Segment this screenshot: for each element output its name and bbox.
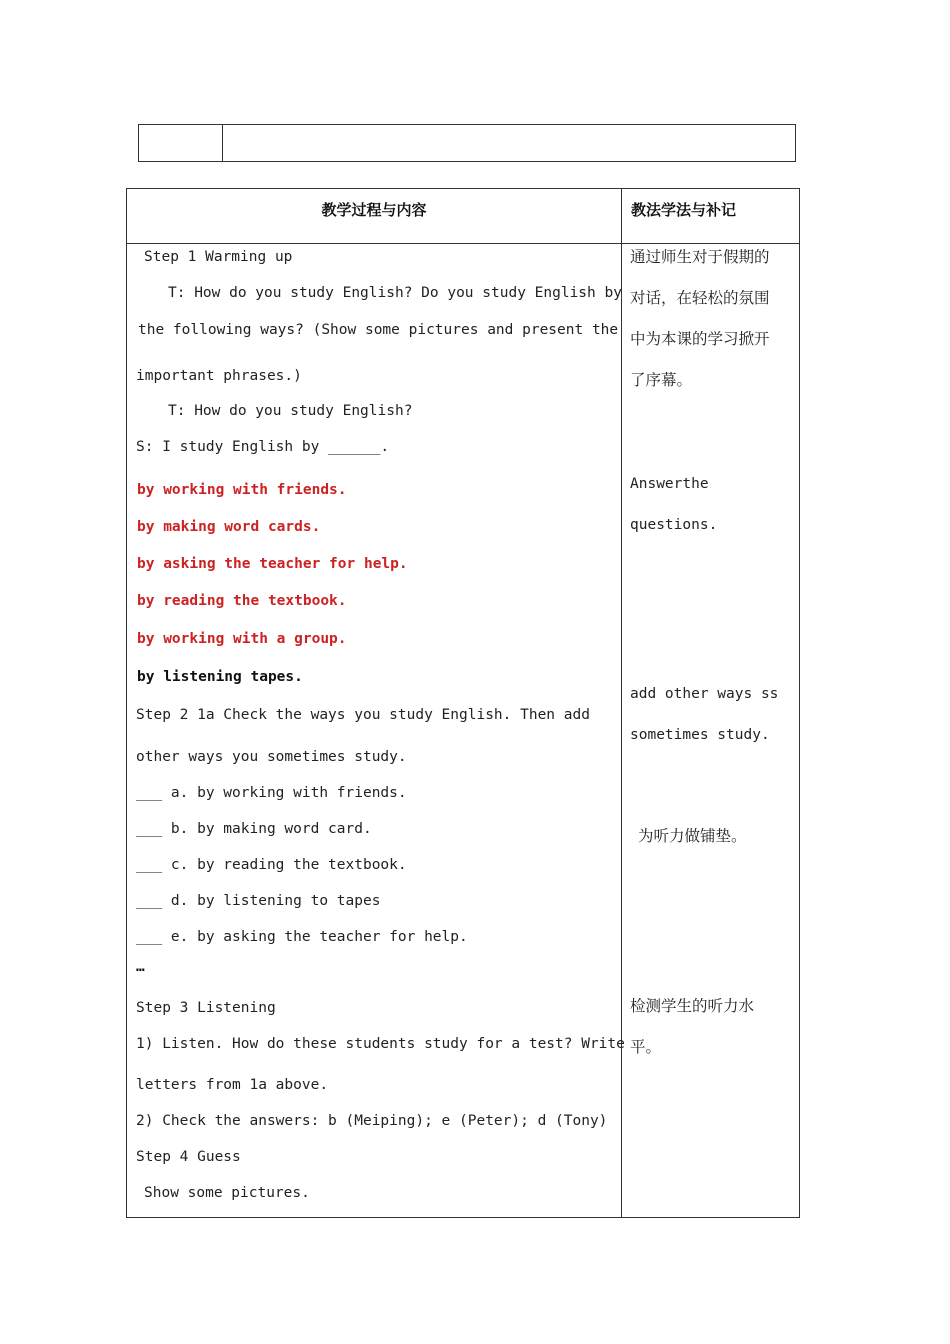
option-c: ___ c. by reading the textbook. bbox=[136, 857, 407, 873]
phrase-working-with-group: by working with a group. bbox=[137, 631, 347, 647]
phrase-making-word-cards: by making word cards. bbox=[137, 519, 321, 535]
phrase-asking-teacher: by asking the teacher for help. bbox=[137, 556, 408, 572]
phrase-listening-tapes: by listening tapes. bbox=[137, 669, 303, 685]
step3-line1: 1) Listen. How do these students study for a test? Write bbox=[136, 1036, 625, 1052]
header-method-notes: 教法学法与补记 bbox=[631, 201, 737, 219]
header-process-content: 教学过程与内容 bbox=[321, 201, 427, 219]
option-e: ___ e. by asking the teacher for help. bbox=[136, 929, 468, 945]
step1-student-line: S: I study English by ______. bbox=[136, 439, 390, 455]
note1-line2: 对话，在轻松的氛围 bbox=[630, 289, 770, 307]
step1-question-line3: important phrases.) bbox=[136, 368, 302, 384]
note5-line1: 检测学生的听力水 bbox=[630, 997, 755, 1015]
note3-line1: add other ways ss bbox=[630, 686, 779, 702]
note1-line3: 中为本课的学习掀开 bbox=[630, 330, 770, 348]
note3-line2: sometimes study. bbox=[630, 727, 770, 743]
step3-title: Step 3 Listening bbox=[136, 1000, 276, 1016]
step4-body: Show some pictures. bbox=[144, 1185, 310, 1201]
step1-question-line2: the following ways? (Show some pictures and present the bbox=[138, 322, 619, 338]
ellipsis: … bbox=[136, 959, 145, 975]
top-blank-table bbox=[138, 124, 796, 162]
note4: 为听力做铺垫。 bbox=[638, 827, 747, 845]
option-d: ___ d. by listening to tapes bbox=[136, 893, 381, 909]
note2-line2: questions. bbox=[630, 517, 718, 533]
step1-teacher-line: T: How do you study English? bbox=[168, 403, 413, 419]
step2-line1: Step 2 1a Check the ways you study English. Then add bbox=[136, 707, 590, 723]
note1-line4: 了序幕。 bbox=[630, 371, 693, 389]
column-divider bbox=[621, 189, 622, 1217]
note2-line1: Answerthe bbox=[630, 476, 709, 492]
note1-line1: 通过师生对于假期的 bbox=[630, 248, 770, 266]
option-a: ___ a. by working with friends. bbox=[136, 785, 407, 801]
step3-answers: 2) Check the answers: b (Meiping); e (Peter); d (Tony) bbox=[136, 1113, 608, 1129]
header-divider bbox=[127, 243, 799, 244]
step2-line2: other ways you sometimes study. bbox=[136, 749, 407, 765]
option-b: ___ b. by making word card. bbox=[136, 821, 372, 837]
step3-line2: letters from 1a above. bbox=[136, 1077, 329, 1093]
top-table-divider bbox=[222, 125, 223, 161]
step1-title: Step 1 Warming up bbox=[144, 249, 293, 265]
step1-question-line1: T: How do you study English? Do you study English by bbox=[168, 285, 622, 301]
phrase-working-with-friends: by working with friends. bbox=[137, 482, 347, 498]
step4-title: Step 4 Guess bbox=[136, 1149, 241, 1165]
note5-line2: 平。 bbox=[630, 1038, 662, 1056]
phrase-reading-textbook: by reading the textbook. bbox=[137, 593, 347, 609]
